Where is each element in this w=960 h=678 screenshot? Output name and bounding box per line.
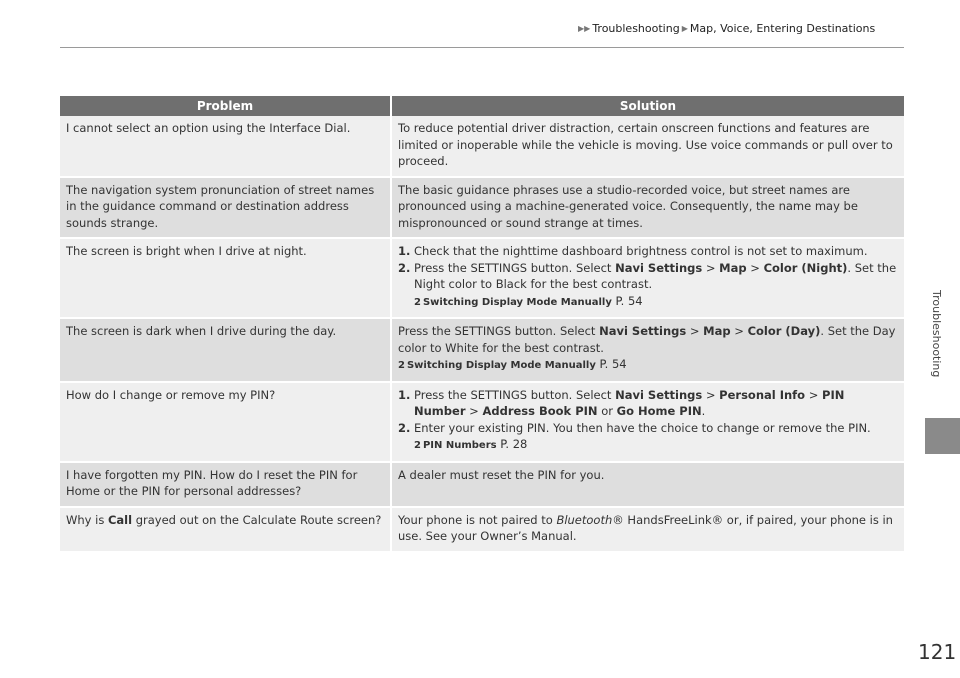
menu-term: Call — [107, 512, 133, 527]
reference-arrow-icon: 2 — [398, 360, 405, 371]
reference-page: P. 28 — [496, 437, 528, 451]
table-header-row — [60, 96, 904, 116]
solution-step — [398, 387, 898, 420]
table-row — [60, 177, 904, 239]
text-run: . Set the Night color to Black for the best contrast. — [414, 260, 897, 291]
step-text: Check that the nighttime dashboard brightness control is not set to maximum. — [414, 244, 868, 258]
text-run: > — [805, 387, 823, 402]
troubleshooting-table — [60, 96, 904, 553]
table-row — [60, 507, 904, 552]
reference-title: Switching Display Mode Manually — [406, 360, 596, 371]
problem-cell: The navigation system pronunciation of street names in the guidance command or destination address sounds strange. — [60, 177, 391, 239]
column-header-problem: Problem — [60, 96, 391, 116]
step-number: 2. — [398, 260, 411, 275]
step-number: 1. — [398, 244, 411, 258]
text-run: . Set the Day color to White for the best contrast. — [398, 324, 896, 355]
reference-page: P. 54 — [595, 357, 627, 371]
page-number: 121 — [918, 640, 957, 664]
brand-term: Bluetooth — [556, 512, 613, 527]
menu-term: PIN Number — [414, 387, 845, 418]
solution-cell: A dealer must reset the PIN for you. — [391, 462, 904, 507]
text-run: Press the SETTINGS button. Select — [414, 260, 616, 275]
text-run: > — [465, 404, 483, 418]
text-run: Your phone is not paired to — [398, 512, 557, 527]
cross-reference-link[interactable] — [398, 436, 898, 455]
column-header-solution: Solution — [391, 96, 904, 116]
problem-cell: The screen is bright when I drive at night. — [60, 238, 391, 318]
reference-arrow-icon: 2 — [414, 440, 421, 451]
section-thumb-tab — [925, 418, 960, 454]
table-row — [60, 382, 904, 462]
problem-cell — [60, 507, 391, 552]
breadcrumb-section: Troubleshooting — [592, 22, 680, 35]
solution-text — [398, 323, 898, 356]
menu-term: Address Book PIN — [482, 404, 598, 418]
text-run: Press the SETTINGS button. Select — [398, 324, 600, 338]
text-run: > — [746, 260, 764, 275]
triangle-right-icon: ▶▶ — [578, 24, 591, 33]
problem-cell: I have forgotten my PIN. How do I reset the PIN for Home or the PIN for personal addresses? — [60, 462, 391, 507]
cross-reference-link[interactable] — [398, 356, 898, 375]
reference-page: P. 54 — [611, 293, 643, 308]
menu-term: Go Home PIN — [616, 404, 702, 418]
text-run: > — [702, 387, 720, 402]
reference-title: Switching Display Mode Manually — [422, 296, 612, 308]
text-run: ® HandsFreeLink® or, if paired, your phone is in use. See your Owner’s Manual. — [398, 512, 893, 543]
table-row — [60, 238, 904, 318]
table-row — [60, 116, 904, 177]
menu-term: Navi Settings — [599, 324, 687, 338]
reference-title: PIN Numbers — [422, 440, 497, 451]
solution-step — [398, 260, 898, 293]
text-run: or — [597, 404, 617, 418]
solution-cell: The basic guidance phrases use a studio-recorded voice, but street names are pronounced using a machine-generated voice. Consequently, the name may be mispronounced or sound strange at times. — [391, 177, 904, 239]
solution-cell — [391, 238, 904, 318]
solution-cell — [391, 507, 904, 552]
breadcrumb-topic: Map, Voice, Entering Destinations — [689, 22, 876, 35]
step-text: Enter your existing PIN. You then have the choice to change or remove the PIN. — [414, 420, 871, 435]
text-run: . — [701, 404, 706, 418]
text-run: > — [730, 324, 748, 338]
text-run: > — [702, 260, 720, 275]
reference-arrow-icon: 2 — [414, 296, 421, 308]
menu-term: Color (Day) — [747, 324, 821, 338]
breadcrumb — [578, 22, 875, 35]
menu-term: Map — [719, 260, 747, 275]
text-run: Why is — [66, 512, 108, 527]
cross-reference-link[interactable] — [398, 293, 898, 312]
problem-cell: I cannot select an option using the Interface Dial. — [60, 116, 391, 177]
menu-term: Navi Settings — [615, 260, 703, 275]
problem-cell: How do I change or remove my PIN? — [60, 382, 391, 462]
solution-cell — [391, 382, 904, 462]
solution-cell — [391, 318, 904, 382]
solution-cell: To reduce potential driver distraction, certain onscreen functions and features are limited or inoperable while the vehicle is moving. Use voice commands or pull over to proceed. — [391, 116, 904, 177]
triangle-right-icon: ▶ — [681, 24, 688, 33]
side-section-label: Troubleshooting — [930, 290, 943, 378]
step-text — [414, 260, 898, 293]
header-divider — [60, 47, 904, 48]
table-row — [60, 462, 904, 507]
text-run: grayed out on the Calculate Route screen? — [132, 512, 382, 527]
step-number: 2. — [398, 420, 411, 435]
step-text — [414, 387, 898, 420]
solution-step — [398, 243, 898, 260]
menu-term: Color (Night) — [763, 260, 848, 275]
menu-term: Map — [703, 324, 731, 338]
menu-term: Navi Settings — [615, 387, 703, 402]
problem-cell: The screen is dark when I drive during the day. — [60, 318, 391, 382]
step-number: 1. — [398, 387, 411, 402]
text-run: Press the SETTINGS button. Select — [414, 387, 616, 402]
solution-step — [398, 420, 898, 437]
table-row — [60, 318, 904, 382]
menu-term: Personal Info — [719, 387, 806, 402]
text-run: > — [686, 324, 704, 338]
